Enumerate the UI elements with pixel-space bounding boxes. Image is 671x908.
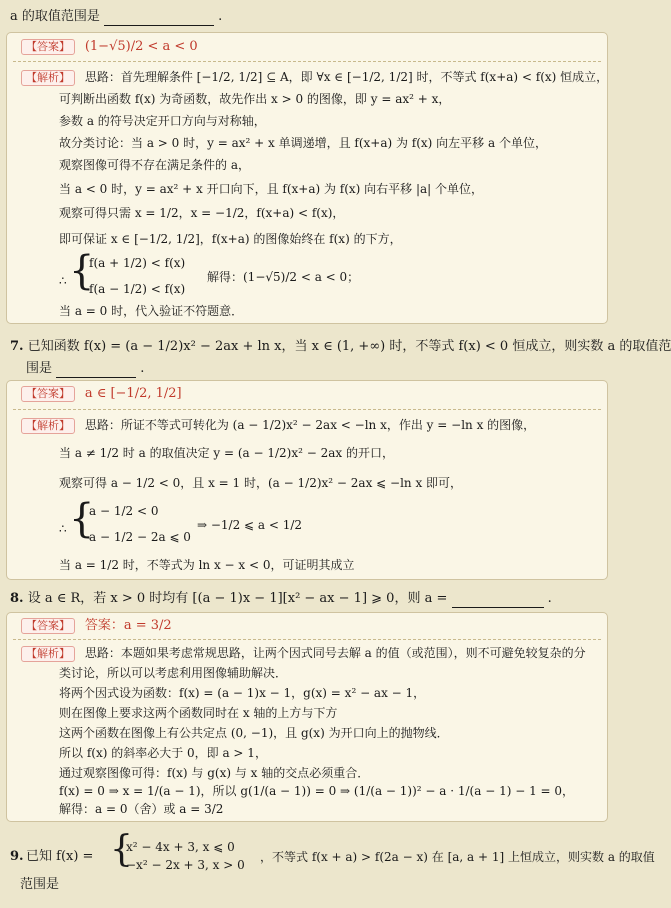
q9-case: x² − 4x + 3, x ⩽ 0 <box>126 840 235 854</box>
q8-line: 这两个函数在图像上有公共定点 (0, −1)，且 g(x) 为开口向上的抛物线． <box>59 726 449 740</box>
question-text: 围是 <box>26 361 53 376</box>
q6-solution-block <box>6 32 608 324</box>
q6-line: 当 a < 0 时，y = ax² + x 开口向下，且 f(x+a) 为 f(x) 向右平移 |a| 个单位， <box>59 182 484 196</box>
question-end: . <box>547 591 552 606</box>
analysis-tag: 【解析】 <box>21 418 75 434</box>
q8-line: 类讨论，所以可以考虑利用图像辅助解决． <box>59 666 288 680</box>
question-text: 已知函数 f(x) = (a − 1/2)x² − 2ax + ln x，当 x ∈ (1, +∞) 时，不等式 f(x) < 0 恒成立，则实数 a 的取值范 <box>27 339 671 354</box>
q7-question-cont <box>26 360 604 378</box>
q8-answer: 答案：a = 3/2 <box>84 618 172 633</box>
q8-line: 则在图像上要求这两个函数同时在 x 轴的上方与下方 <box>59 706 338 720</box>
therefore-symbol: ∴ <box>59 522 67 536</box>
q7-line: 当 a = 1/2 时，不等式为 ln x − x < 0，可证明其成立 <box>59 558 355 572</box>
q7-line: 思路：所证不等式可转化为 (a − 1/2)x² − 2ax < −ln x，作出 y = −ln x 的图像， <box>84 418 536 432</box>
q6-analysis-row <box>21 69 608 86</box>
left-brace: { <box>110 829 133 870</box>
q6-line: 观察可得只需 x = 1/2，x = −1/2，f(x+a) < f(x)， <box>59 206 345 220</box>
question-number: 8. <box>10 591 24 606</box>
therefore-symbol: ∴ <box>59 274 67 288</box>
q6-line: 可判断出函数 f(x) 为奇函数，故先作出 x > 0 的图像，即 y = ax² + x， <box>59 92 451 106</box>
q7-line: 观察可得 a − 1/2 < 0，且 x = 1 时，(a − 1/2)x² − 2ax ⩽ −ln x 即可， <box>59 476 463 490</box>
q7-answer-row <box>21 385 182 402</box>
q6-line: 参数 a 的符号决定开口方向与对称轴， <box>59 114 266 128</box>
q8-analysis-row <box>21 645 586 662</box>
question-end: . <box>218 9 223 24</box>
answer-blank <box>56 377 136 378</box>
q6-answer: (1−√5)/2 < a < 0 <box>84 39 198 54</box>
question-tail <box>10 8 604 26</box>
q9-question <box>10 829 655 896</box>
q7-answer: a ∈ [−1/2, 1/2] <box>84 386 182 401</box>
q7-solve: ⇒ −1/2 ⩽ a < 1/2 <box>197 518 303 532</box>
answer-tag: 【答案】 <box>21 39 75 55</box>
q8-line: 将两个因式设为函数：f(x) = (a − 1)x − 1，g(x) = x² − ax − 1， <box>59 686 426 700</box>
q8-line: f(x) = 0 ⇒ x = 1/(a − 1)，所以 g(1/(a − 1)) = 0 ⇒ (1/(a − 1))² − a · 1/(a − 1) − 1 = 0， <box>59 784 575 798</box>
question-end: . <box>140 361 145 376</box>
q6-solve: 解得：(1−√5)/2 < a < 0； <box>207 270 360 284</box>
question-text: ，不等式 f(x + a) > f(2a − x) 在 [a, a + 1] 上恒成立，则实数 a 的取值 <box>260 850 655 864</box>
q6-line: 故分类讨论：当 a > 0 时，y = ax² + x 单调递增，且 f(x+a) 为 f(x) 向左平移 a 个单位， <box>59 136 547 150</box>
answer-blank <box>104 25 214 26</box>
left-brace: { <box>69 496 95 542</box>
q7-solution-block <box>6 380 608 580</box>
q7-question <box>10 338 671 356</box>
q9-case: −x² − 2x + 3, x > 0 <box>126 858 245 872</box>
q6-line: 观察图像可得不存在满足条件的 a， <box>59 158 250 172</box>
question-text: 已知 f(x) = <box>26 849 94 864</box>
q8-line: 通过观察图像可得：f(x) 与 g(x) 与 x 轴的交点必须重合． <box>59 766 370 780</box>
q8-line: 思路：本题如果考虑常规思路，让两个因式同号去解 a 的值（或范围），则不可避免较复杂的分 <box>84 646 586 660</box>
question-number: 7. <box>10 339 24 354</box>
divider <box>13 409 601 410</box>
q8-answer-row <box>21 617 172 634</box>
q8-solution-block <box>6 612 608 822</box>
q7-system-line: a − 1/2 < 0 <box>89 504 159 518</box>
q8-line: 所以 f(x) 的斜率必大于 0，即 a > 1， <box>59 746 267 760</box>
answer-tag: 【答案】 <box>21 386 75 402</box>
q6-line: 思路：首先理解条件 [−1/2, 1/2] ⊆ A，即 ∀x ∈ [−1/2, 1/2] 时，不等式 f(x+a) < f(x) 恒成立， <box>84 70 609 84</box>
q6-answer-row <box>21 38 198 55</box>
q7-system-line: a − 1/2 − 2a ⩽ 0 <box>89 530 191 544</box>
analysis-tag: 【解析】 <box>21 646 75 662</box>
q6-system-line: f(a − 1/2) < f(x) <box>89 282 186 296</box>
q6-system-line: f(a + 1/2) < f(x) <box>89 256 186 270</box>
q8-question <box>10 590 604 608</box>
q8-line: 解得：a = 0（舍）或 a = 3/2 <box>59 802 224 816</box>
left-brace: { <box>69 248 95 294</box>
divider <box>13 639 601 640</box>
question-text: a 的取值范围是 <box>10 9 100 24</box>
q6-line: 当 a = 0 时，代入验证不符题意． <box>59 304 244 318</box>
question-number: 9. <box>10 849 24 864</box>
answer-blank <box>452 607 544 608</box>
answer-tag: 【答案】 <box>21 618 75 634</box>
analysis-tag: 【解析】 <box>21 70 75 86</box>
q6-line: 即可保证 x ∈ [−1/2, 1/2]，f(x+a) 的图像始终在 f(x) 的下方， <box>59 232 402 246</box>
q7-analysis-row <box>21 417 535 434</box>
question-text: 范围是 <box>20 877 60 892</box>
divider <box>13 61 601 62</box>
q7-line: 当 a ≠ 1/2 时 a 的取值决定 y = (a − 1/2)x² − 2ax 的开口， <box>59 446 394 460</box>
question-text: 设 a ∈ R，若 x > 0 时均有 [(a − 1)x − 1][x² − ax − 1] ⩾ 0，则 a = <box>27 591 448 606</box>
